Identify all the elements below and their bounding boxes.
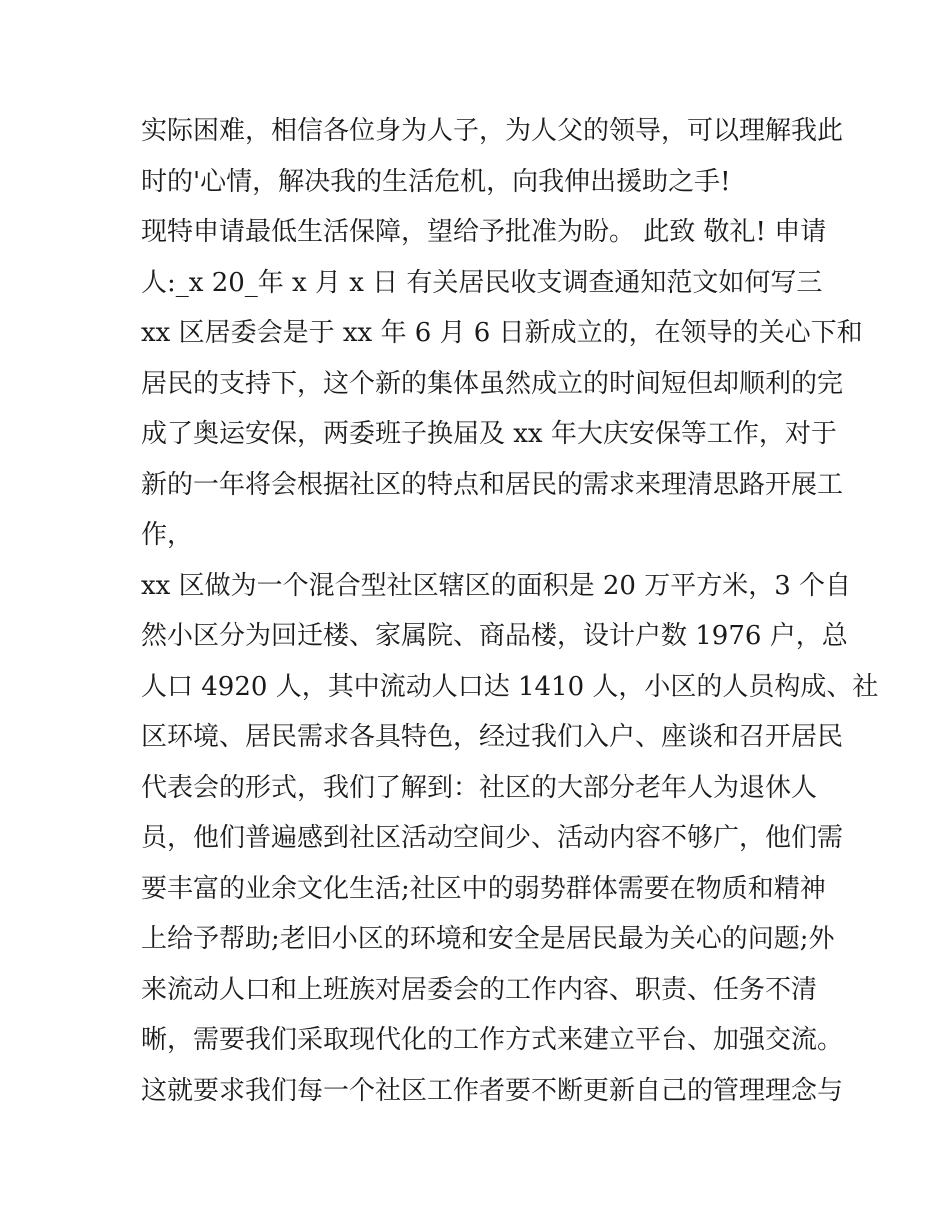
text-line: 员，他们普遍感到社区活动空间少、活动内容不够广，他们需	[141, 823, 844, 853]
text-line: 要丰富的业余文化生活;社区中的弱势群体需要在物质和精神	[141, 873, 826, 904]
text-line: 晰，需要我们采取现代化的工作方式来建立平台、加强交流。	[141, 1025, 844, 1055]
text-line: 新的一年将会根据社区的特点和居民的需求来理清思路开展工	[141, 469, 844, 500]
text-line: 人:_x 20_年 x 月 x 日 有关居民收支调查通知范文如何写三	[141, 267, 823, 298]
text-line: xx 区做为一个混合型社区辖区的面积是 20 万平方米，3 个自	[141, 570, 852, 601]
text-line: 成了奥运安保，两委班子换届及 xx 年大庆安保等工作，对于	[141, 419, 837, 449]
text-line: 然小区分为回迁楼、家属院、商品楼，设计户数 1976 户，总	[141, 621, 848, 651]
text-line: 现特申请最低生活保障，望给予批准为盼。 此致 敬礼! 申请	[141, 217, 827, 247]
text-line: 这就要求我们每一个社区工作者要不断更新自己的管理理念与	[141, 1075, 844, 1106]
text-line: xx 区居委会是于 xx 年 6 月 6 日新成立的，在领导的关心下和	[141, 318, 863, 348]
text-line: 作，	[141, 520, 194, 550]
text-line: 实际困难，相信各位身为人子，为人父的领导，可以理解我此	[141, 116, 844, 146]
text-line: 区环境、居民需求各具特色，经过我们入户、座谈和召开居民	[141, 722, 844, 752]
text-line: 上给予帮助;老旧小区的环境和安全是居民最为关心的问题;外	[141, 924, 835, 954]
text-line: 人口 4920 人，其中流动人口达 1410 人，小区的人员构成、社	[141, 671, 879, 702]
text-line: 居民的支持下，这个新的集体虽然成立的时间短但却顺利的完	[141, 368, 844, 399]
body-text	[141, 106, 879, 1116]
text-line: 时的'心情，解决我的生活危机，向我伸出援助之手!	[141, 166, 731, 197]
text-line: 来流动人口和上班族对居委会的工作内容、职责、任务不清	[141, 974, 818, 1005]
text-line: 代表会的形式，我们了解到：社区的大部分老年人为退休人	[141, 772, 818, 803]
